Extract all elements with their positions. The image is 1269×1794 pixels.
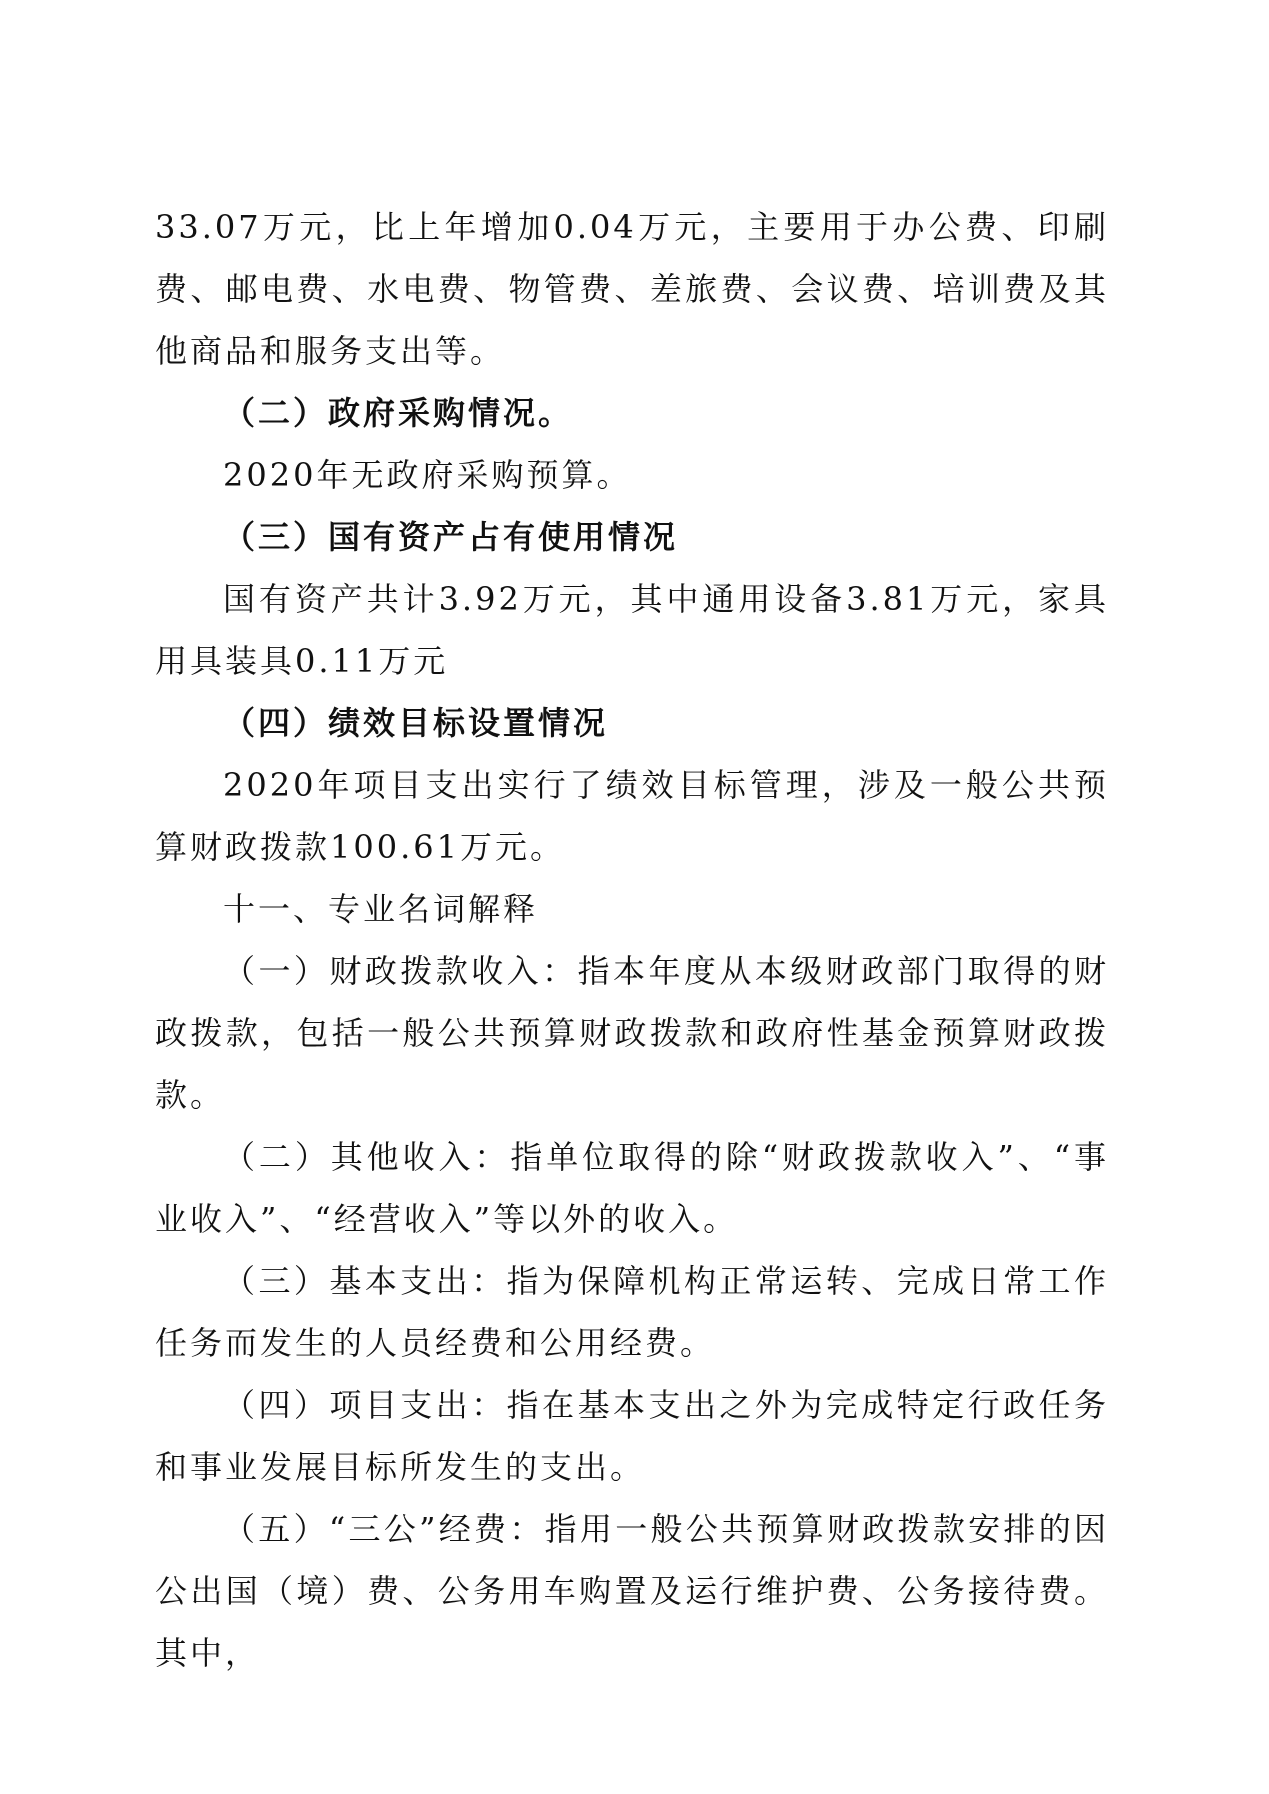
term-three-public-expenses: （五）“三公”经费：指用一般公共预算财政拨款安排的因公出国（境）费、公务用车购置及运行维护费、公务接待费。其中， [155,1510,1109,1672]
term-other-income: （二）其他收入：指单位取得的除“财政拨款收入”、“事业收入”、“经营收入”等以外的收入。 [155,1138,1109,1238]
body-paragraph-continued: 33.07万元，比上年增加0.04万元，主要用于办公费、印刷费、邮电费、水电费、物管费、差旅费、会议费、培训费及其他商品和服务支出等。 [155,208,1109,370]
chapter-heading-terms: 十一、专业名词解释 [223,890,539,928]
term-basic-expenditure: （三）基本支出：指为保障机构正常运转、完成日常工作任务而发生的人员经费和公用经费。 [155,1262,1109,1362]
term-fiscal-appropriation-income: （一）财政拨款收入：指本年度从本级财政部门取得的财政拨款，包括一般公共预算财政拨款和政府性基金预算财政拨款。 [155,952,1109,1114]
body-paragraph-state-assets: 国有资产共计3.92万元，其中通用设备3.81万元，家具用具装具0.11万元 [155,580,1109,680]
term-project-expenditure: （四）项目支出：指在基本支出之外为完成特定行政任务和事业发展目标所发生的支出。 [155,1386,1109,1486]
section-heading-state-assets: （三）国有资产占有使用情况 [223,518,679,556]
section-heading-government-procurement: （二）政府采购情况。 [223,394,574,432]
section-heading-performance-goals: （四）绩效目标设置情况 [223,704,609,742]
body-paragraph-performance-goals: 2020年项目支出实行了绩效目标管理，涉及一般公共预算财政拨款100.61万元。 [155,766,1109,866]
body-paragraph-procurement: 2020年无政府采购预算。 [223,456,632,494]
